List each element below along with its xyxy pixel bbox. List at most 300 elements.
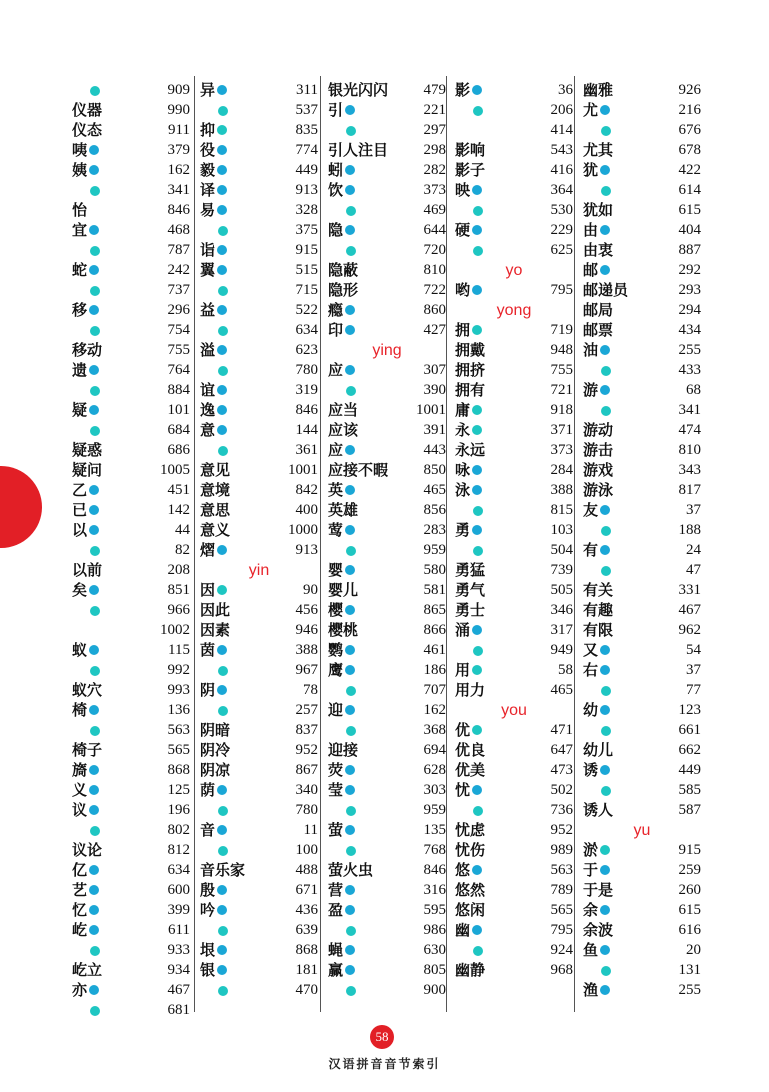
entry-word: 疑问 bbox=[72, 461, 103, 479]
entry-page-number: 837 bbox=[295, 722, 318, 738]
entry-page-number: 468 bbox=[167, 222, 190, 238]
entry-page-number: 563 bbox=[550, 862, 573, 878]
entry-page-number: 101 bbox=[167, 402, 190, 418]
entry-page-number: 328 bbox=[295, 202, 318, 218]
index-entry bbox=[328, 720, 446, 740]
recognize-badge-icon bbox=[89, 905, 99, 915]
index-entry bbox=[200, 320, 318, 340]
entry-word: 应当 bbox=[328, 401, 359, 419]
index-entry bbox=[583, 680, 701, 700]
recognize-badge-icon bbox=[345, 605, 355, 615]
entry-page-number: 259 bbox=[678, 862, 701, 878]
entry-word: 萤火虫 bbox=[328, 861, 374, 879]
index-entry bbox=[72, 760, 190, 780]
entry-page-number: 467 bbox=[167, 982, 190, 998]
index-entry bbox=[455, 160, 573, 180]
index-entry bbox=[583, 560, 701, 580]
entry-page-number: 282 bbox=[423, 162, 446, 178]
entry-page-number: 162 bbox=[423, 702, 446, 718]
write-badge-icon bbox=[90, 666, 100, 676]
index-entry bbox=[455, 860, 573, 880]
index-entry bbox=[455, 480, 573, 500]
index-entry bbox=[200, 780, 318, 800]
write-badge-icon bbox=[90, 606, 100, 616]
entry-word: 余 bbox=[583, 901, 599, 919]
index-entry bbox=[72, 100, 190, 120]
recognize-badge-icon bbox=[89, 925, 99, 935]
entry-word: 咏 bbox=[455, 461, 471, 479]
entry-word: 艺 bbox=[72, 881, 88, 899]
column-divider bbox=[446, 76, 447, 1012]
entry-word: 映 bbox=[455, 181, 471, 199]
index-entry bbox=[455, 420, 573, 440]
index-entry bbox=[72, 480, 190, 500]
index-entry bbox=[455, 180, 573, 200]
index-entry bbox=[72, 900, 190, 920]
index-entry bbox=[72, 460, 190, 480]
index-entry bbox=[455, 220, 573, 240]
recognize-badge-icon bbox=[217, 245, 227, 255]
entry-page-number: 379 bbox=[167, 142, 190, 158]
index-entry bbox=[455, 560, 573, 580]
entry-page-number: 216 bbox=[678, 102, 701, 118]
write-badge-icon bbox=[90, 246, 100, 256]
index-entry bbox=[583, 920, 701, 940]
index-entry bbox=[328, 540, 446, 560]
entry-word: 余波 bbox=[583, 921, 614, 939]
index-entry bbox=[455, 800, 573, 820]
write-badge-icon bbox=[473, 646, 483, 656]
entry-page-number: 915 bbox=[678, 842, 701, 858]
entry-word: 忆 bbox=[72, 901, 88, 919]
index-entry bbox=[328, 880, 446, 900]
entry-word: 意见 bbox=[200, 461, 231, 479]
entry-word: 议 bbox=[72, 801, 88, 819]
entry-word: 由衷 bbox=[583, 241, 614, 259]
index-entry bbox=[200, 180, 318, 200]
entry-page-number: 810 bbox=[423, 262, 446, 278]
entry-word: 有限 bbox=[583, 621, 614, 639]
write-badge-icon bbox=[217, 585, 227, 595]
entry-word: 逸 bbox=[200, 401, 216, 419]
entry-page-number: 755 bbox=[550, 362, 573, 378]
write-badge-icon bbox=[90, 546, 100, 556]
entry-page-number: 787 bbox=[167, 242, 190, 258]
index-entry bbox=[583, 280, 701, 300]
index-entry bbox=[200, 740, 318, 760]
entry-word: 迎接 bbox=[328, 741, 359, 759]
write-badge-icon bbox=[601, 966, 611, 976]
write-badge-icon bbox=[90, 1006, 100, 1016]
entry-word: 易 bbox=[200, 201, 216, 219]
entry-word: 义 bbox=[72, 781, 88, 799]
recognize-badge-icon bbox=[217, 545, 227, 555]
entry-page-number: 909 bbox=[167, 82, 190, 98]
entry-word: 音 bbox=[200, 821, 216, 839]
entry-word: 莹 bbox=[328, 781, 344, 799]
index-entry bbox=[583, 240, 701, 260]
index-entry bbox=[200, 840, 318, 860]
index-entry bbox=[72, 500, 190, 520]
entry-page-number: 196 bbox=[167, 802, 190, 818]
entry-page-number: 474 bbox=[678, 422, 701, 438]
write-badge-icon bbox=[218, 986, 228, 996]
entry-page-number: 296 bbox=[167, 302, 190, 318]
index-entry bbox=[328, 160, 446, 180]
recognize-badge-icon bbox=[600, 345, 610, 355]
entry-page-number: 341 bbox=[167, 182, 190, 198]
entry-page-number: 54 bbox=[686, 642, 701, 658]
recognize-badge-icon bbox=[345, 365, 355, 375]
index-entry bbox=[200, 880, 318, 900]
entry-page-number: 115 bbox=[168, 642, 190, 658]
entry-page-number: 461 bbox=[423, 642, 446, 658]
index-entry bbox=[328, 560, 446, 580]
recognize-badge-icon bbox=[89, 225, 99, 235]
entry-page-number: 911 bbox=[168, 122, 190, 138]
index-entry bbox=[200, 600, 318, 620]
entry-page-number: 887 bbox=[678, 242, 701, 258]
entry-page-number: 208 bbox=[167, 562, 190, 578]
entry-word: 勇气 bbox=[455, 581, 486, 599]
entry-page-number: 144 bbox=[295, 422, 318, 438]
entry-page-number: 470 bbox=[295, 982, 318, 998]
recognize-badge-icon bbox=[217, 305, 227, 315]
index-entry bbox=[328, 100, 446, 120]
entry-word: 垠 bbox=[200, 941, 216, 959]
index-entry bbox=[328, 640, 446, 660]
pinyin-heading bbox=[200, 560, 318, 580]
index-entry bbox=[200, 340, 318, 360]
entry-page-number: 422 bbox=[678, 162, 701, 178]
entry-word: 旖 bbox=[72, 761, 88, 779]
entry-page-number: 662 bbox=[678, 742, 701, 758]
entry-page-number: 661 bbox=[678, 722, 701, 738]
entry-page-number: 815 bbox=[550, 502, 573, 518]
write-badge-icon bbox=[601, 786, 611, 796]
index-entry bbox=[583, 440, 701, 460]
entry-page-number: 307 bbox=[423, 362, 446, 378]
index-entry bbox=[72, 880, 190, 900]
entry-word: 移动 bbox=[72, 341, 103, 359]
recognize-badge-icon bbox=[89, 805, 99, 815]
entry-word: 邮局 bbox=[583, 301, 614, 319]
page-footer: 汉语拼音音节索引 bbox=[328, 1057, 441, 1071]
entry-page-number: 565 bbox=[167, 742, 190, 758]
entry-page-number: 780 bbox=[295, 802, 318, 818]
index-entry bbox=[583, 880, 701, 900]
entry-page-number: 260 bbox=[678, 882, 701, 898]
index-entry bbox=[455, 540, 573, 560]
entry-page-number: 615 bbox=[678, 902, 701, 918]
recognize-badge-icon bbox=[89, 985, 99, 995]
index-entry bbox=[328, 740, 446, 760]
entry-page-number: 135 bbox=[423, 822, 446, 838]
entry-page-number: 530 bbox=[550, 202, 573, 218]
index-entry bbox=[200, 260, 318, 280]
index-entry bbox=[583, 720, 701, 740]
entry-word: 邮 bbox=[583, 261, 599, 279]
entry-word: 优 bbox=[455, 721, 471, 739]
recognize-badge-icon bbox=[345, 165, 355, 175]
entry-page-number: 959 bbox=[423, 542, 446, 558]
entry-page-number: 595 bbox=[423, 902, 446, 918]
entry-page-number: 720 bbox=[423, 242, 446, 258]
recognize-badge-icon bbox=[600, 225, 610, 235]
pinyin-heading bbox=[455, 260, 573, 280]
index-entry bbox=[200, 200, 318, 220]
entry-page-number: 647 bbox=[550, 742, 573, 758]
write-badge-icon bbox=[472, 325, 482, 335]
entry-page-number: 884 bbox=[167, 382, 190, 398]
recognize-badge-icon bbox=[217, 145, 227, 155]
column-divider bbox=[194, 76, 195, 1012]
index-entry bbox=[200, 300, 318, 320]
pinyin-heading bbox=[455, 300, 573, 320]
entry-word: 拥戴 bbox=[455, 341, 486, 359]
pinyin-syllable: yin bbox=[248, 562, 270, 579]
recognize-badge-icon bbox=[217, 685, 227, 695]
index-column-2 bbox=[200, 80, 318, 1000]
index-entry bbox=[455, 520, 573, 540]
index-entry bbox=[455, 320, 573, 340]
entry-page-number: 846 bbox=[167, 202, 190, 218]
recognize-badge-icon bbox=[472, 465, 482, 475]
index-entry bbox=[583, 480, 701, 500]
entry-word: 屹立 bbox=[72, 961, 103, 979]
entry-word: 勇士 bbox=[455, 601, 486, 619]
index-entry bbox=[200, 900, 318, 920]
write-badge-icon bbox=[218, 666, 228, 676]
write-badge-icon bbox=[217, 125, 227, 135]
index-entry bbox=[200, 380, 318, 400]
write-badge-icon bbox=[473, 506, 483, 516]
entry-page-number: 817 bbox=[678, 482, 701, 498]
index-entry bbox=[72, 800, 190, 820]
entry-page-number: 465 bbox=[423, 482, 446, 498]
write-badge-icon bbox=[601, 566, 611, 576]
entry-word: 翼 bbox=[200, 261, 216, 279]
entry-word: 意 bbox=[200, 421, 216, 439]
entry-page-number: 866 bbox=[423, 622, 446, 638]
entry-page-number: 316 bbox=[423, 882, 446, 898]
index-entry bbox=[200, 980, 318, 1000]
index-entry bbox=[72, 600, 190, 620]
index-entry bbox=[72, 160, 190, 180]
write-badge-icon bbox=[601, 526, 611, 536]
entry-page-number: 142 bbox=[167, 502, 190, 518]
entry-word: 益 bbox=[200, 301, 216, 319]
entry-word: 影 bbox=[455, 81, 471, 99]
entry-page-number: 427 bbox=[423, 322, 446, 338]
entry-page-number: 434 bbox=[678, 322, 701, 338]
entry-word: 优美 bbox=[455, 761, 486, 779]
index-entry bbox=[72, 680, 190, 700]
index-entry bbox=[455, 840, 573, 860]
entry-word: 尤其 bbox=[583, 141, 614, 159]
recognize-badge-icon bbox=[600, 665, 610, 675]
index-entry bbox=[328, 460, 446, 480]
entry-word: 应该 bbox=[328, 421, 359, 439]
recognize-badge-icon bbox=[217, 385, 227, 395]
column-divider bbox=[574, 76, 575, 1012]
index-entry bbox=[72, 540, 190, 560]
entry-page-number: 1001 bbox=[288, 462, 318, 478]
entry-word: 悠然 bbox=[455, 881, 486, 899]
index-entry bbox=[72, 560, 190, 580]
entry-page-number: 82 bbox=[175, 542, 190, 558]
entry-word: 油 bbox=[583, 341, 599, 359]
entry-page-number: 986 bbox=[423, 922, 446, 938]
entry-page-number: 11 bbox=[303, 822, 318, 838]
index-entry bbox=[328, 260, 446, 280]
write-badge-icon bbox=[218, 286, 228, 296]
entry-word: 吟 bbox=[200, 901, 216, 919]
entry-page-number: 471 bbox=[550, 722, 573, 738]
entry-page-number: 913 bbox=[295, 542, 318, 558]
index-entry bbox=[328, 140, 446, 160]
index-entry bbox=[455, 780, 573, 800]
entry-word: 谊 bbox=[200, 381, 216, 399]
entry-page-number: 469 bbox=[423, 202, 446, 218]
recognize-badge-icon bbox=[472, 285, 482, 295]
entry-page-number: 795 bbox=[550, 282, 573, 298]
index-entry bbox=[455, 120, 573, 140]
index-entry bbox=[72, 720, 190, 740]
entry-page-number: 780 bbox=[295, 362, 318, 378]
index-entry bbox=[455, 820, 573, 840]
entry-page-number: 933 bbox=[167, 942, 190, 958]
entry-page-number: 585 bbox=[678, 782, 701, 798]
entry-word: 隐蔽 bbox=[328, 261, 359, 279]
entry-word: 有 bbox=[583, 541, 599, 559]
entry-page-number: 587 bbox=[678, 802, 701, 818]
recognize-badge-icon bbox=[217, 825, 227, 835]
index-entry bbox=[328, 760, 446, 780]
index-entry bbox=[72, 860, 190, 880]
recognize-badge-icon bbox=[89, 505, 99, 515]
entry-word: 阴 bbox=[200, 681, 216, 699]
index-entry bbox=[328, 280, 446, 300]
recognize-badge-icon bbox=[89, 785, 99, 795]
entry-word: 疑惑 bbox=[72, 441, 103, 459]
entry-page-number: 580 bbox=[423, 562, 446, 578]
entry-word: 阴冷 bbox=[200, 741, 231, 759]
entry-word: 游击 bbox=[583, 441, 614, 459]
entry-word: 渔 bbox=[583, 981, 599, 999]
entry-page-number: 993 bbox=[167, 682, 190, 698]
recognize-badge-icon bbox=[345, 665, 355, 675]
index-entry bbox=[200, 920, 318, 940]
entry-page-number: 774 bbox=[295, 142, 318, 158]
entry-page-number: 611 bbox=[168, 922, 190, 938]
index-entry bbox=[455, 880, 573, 900]
entry-page-number: 615 bbox=[678, 202, 701, 218]
entry-page-number: 77 bbox=[686, 682, 701, 698]
entry-page-number: 810 bbox=[678, 442, 701, 458]
entry-word: 茵 bbox=[200, 641, 216, 659]
entry-word: 影子 bbox=[455, 161, 486, 179]
entry-word: 遗 bbox=[72, 361, 88, 379]
entry-page-number: 1000 bbox=[288, 522, 318, 538]
recognize-badge-icon bbox=[472, 865, 482, 875]
entry-page-number: 37 bbox=[686, 502, 701, 518]
entry-page-number: 989 bbox=[550, 842, 573, 858]
entry-word: 蚁穴 bbox=[72, 681, 103, 699]
index-entry bbox=[328, 220, 446, 240]
recognize-badge-icon bbox=[345, 905, 355, 915]
entry-page-number: 967 bbox=[295, 662, 318, 678]
index-entry bbox=[455, 580, 573, 600]
write-badge-icon bbox=[346, 986, 356, 996]
index-entry bbox=[200, 140, 318, 160]
recognize-badge-icon bbox=[600, 105, 610, 115]
entry-word: 应接不暇 bbox=[328, 461, 389, 479]
recognize-badge-icon bbox=[345, 305, 355, 315]
recognize-badge-icon bbox=[345, 945, 355, 955]
recognize-badge-icon bbox=[345, 885, 355, 895]
entry-page-number: 319 bbox=[295, 382, 318, 398]
index-entry bbox=[583, 160, 701, 180]
entry-word: 疑 bbox=[72, 401, 88, 419]
index-entry bbox=[328, 320, 446, 340]
index-entry bbox=[72, 620, 190, 640]
index-entry bbox=[328, 120, 446, 140]
index-entry bbox=[328, 920, 446, 940]
entry-page-number: 522 bbox=[295, 302, 318, 318]
write-badge-icon bbox=[473, 806, 483, 816]
index-entry bbox=[328, 200, 446, 220]
index-entry bbox=[200, 820, 318, 840]
index-entry bbox=[455, 920, 573, 940]
write-badge-icon bbox=[346, 546, 356, 556]
pinyin-syllable: yong bbox=[496, 302, 532, 319]
entry-page-number: 303 bbox=[423, 782, 446, 798]
entry-page-number: 581 bbox=[423, 582, 446, 598]
index-entry bbox=[328, 440, 446, 460]
recognize-badge-icon bbox=[345, 325, 355, 335]
entry-word: 隐形 bbox=[328, 281, 359, 299]
write-badge-icon bbox=[90, 286, 100, 296]
write-badge-icon bbox=[90, 86, 100, 96]
entry-page-number: 298 bbox=[423, 142, 446, 158]
entry-page-number: 515 bbox=[295, 262, 318, 278]
index-entry bbox=[200, 420, 318, 440]
entry-page-number: 255 bbox=[678, 982, 701, 998]
entry-page-number: 297 bbox=[423, 122, 446, 138]
index-entry bbox=[455, 740, 573, 760]
index-entry bbox=[583, 600, 701, 620]
entry-page-number: 851 bbox=[167, 582, 190, 598]
entry-word: 由 bbox=[583, 221, 599, 239]
index-entry bbox=[455, 760, 573, 780]
entry-word: 勇 bbox=[455, 521, 471, 539]
recognize-badge-icon bbox=[217, 405, 227, 415]
entry-page-number: 623 bbox=[295, 342, 318, 358]
entry-page-number: 123 bbox=[678, 702, 701, 718]
entry-word: 婴 bbox=[328, 561, 344, 579]
index-entry bbox=[583, 500, 701, 520]
recognize-badge-icon bbox=[345, 965, 355, 975]
entry-page-number: 103 bbox=[550, 522, 573, 538]
index-entry bbox=[200, 440, 318, 460]
entry-word: 影响 bbox=[455, 141, 486, 159]
entry-page-number: 37 bbox=[686, 662, 701, 678]
entry-word: 英雄 bbox=[328, 501, 359, 519]
entry-word: 犹 bbox=[583, 161, 599, 179]
index-entry bbox=[72, 780, 190, 800]
recognize-badge-icon bbox=[345, 825, 355, 835]
